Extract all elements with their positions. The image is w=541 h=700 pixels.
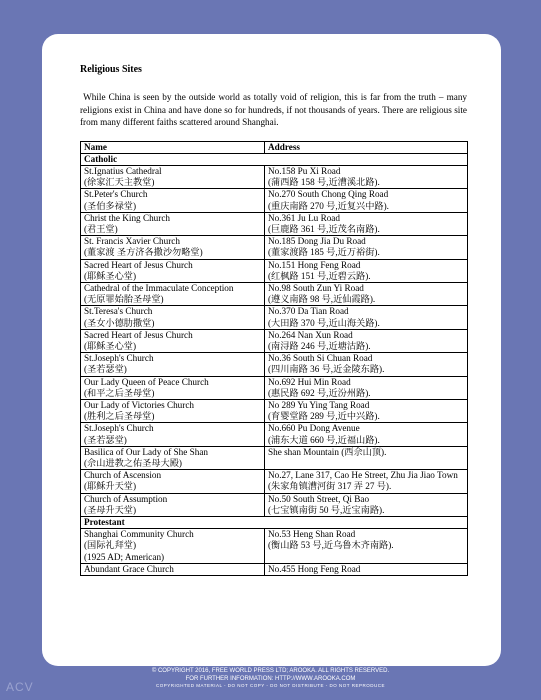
site-name-line: (圣母升天堂) <box>84 504 137 515</box>
site-address-cell <box>265 376 468 399</box>
site-name-line: St.Joseph's Church <box>84 353 154 364</box>
section-row <box>81 153 468 165</box>
table-body <box>81 153 468 575</box>
site-address-line: No.98 South Zun Yi Road <box>268 282 364 293</box>
site-address-line: (重庆南路 270 号,近复兴中路). <box>268 200 389 211</box>
site-name-line: St.Teresa's Church <box>84 306 153 317</box>
site-name-cell <box>81 212 265 235</box>
site-name-cell <box>81 282 265 305</box>
column-header-address: Address <box>265 141 468 153</box>
site-address-cell <box>265 259 468 282</box>
site-name-cell <box>81 529 265 564</box>
site-name-line: (圣若瑟堂) <box>84 434 127 445</box>
site-name-cell <box>81 399 265 422</box>
site-address-line: (董家渡路 185 号,近万裕街). <box>268 247 380 258</box>
site-address-cell <box>265 165 468 188</box>
column-header-name: Name <box>81 141 265 153</box>
site-name-line: St.Ignatius Cathedral <box>84 165 162 176</box>
site-name-cell <box>81 376 265 399</box>
site-address-line: No.185 Dong Jia Du Road <box>268 236 366 247</box>
site-address-cell <box>265 563 468 575</box>
site-address-line: (南浔路 246 号,近塘沽路). <box>268 340 371 351</box>
site-name-line: Church of Assumption <box>84 493 168 504</box>
site-address-cell <box>265 236 468 259</box>
site-name-line: Our Lady of Victories Church <box>84 399 195 410</box>
site-name-cell <box>81 306 265 329</box>
site-name-cell <box>81 446 265 469</box>
site-address-line: No.370 Da Tian Road <box>268 306 349 317</box>
site-name-cell <box>81 259 265 282</box>
site-address-line: (红枫路 151 号,近碧云路). <box>268 270 371 281</box>
section-row <box>81 517 468 529</box>
site-address-cell <box>265 529 468 564</box>
intro-paragraph <box>80 91 467 129</box>
watermark: ACV <box>6 680 34 694</box>
intro-text: While China is seen by the outside world as totally void of religion, this is far from the truth – many religions exist in China and have done so for hundreds, if not thousands of years. There are religious site from many different faiths scattered around Shanghai. <box>80 92 468 127</box>
document-page <box>42 34 501 666</box>
site-address-line: (浦东大道 660 号,近福山路). <box>268 434 380 445</box>
site-name-line: (圣伯多禄堂) <box>84 200 137 211</box>
site-name-line: Shanghai Community Church <box>84 529 194 540</box>
site-name-line: Church of Ascension <box>84 470 162 481</box>
site-address-cell <box>265 493 468 516</box>
table-row <box>81 282 468 305</box>
footer-notice: COPYRIGHTED MATERIAL - DO NOT COPY - DO NOT DISTRIBUTE - DO NOT REPRODUCE <box>156 683 385 688</box>
site-name-cell <box>81 165 265 188</box>
site-address-cell <box>265 212 468 235</box>
site-name-line: Basilica of Our Lady of She Shan <box>84 446 209 457</box>
site-address-line: No.50 South Street, Qi Bao <box>268 493 370 504</box>
section-title: Religious Sites <box>80 64 142 75</box>
table-row <box>81 259 468 282</box>
site-address-line: (巨鹿路 361 号,近茂名南路). <box>268 223 380 234</box>
site-name-line: (国际礼拜堂) <box>84 540 137 551</box>
site-address-line: (育婴堂路 289 号,近中兴路). <box>268 411 380 422</box>
site-name-cell <box>81 423 265 446</box>
site-name-line: (圣女小德肋撒堂) <box>84 317 155 328</box>
site-address-line: No.151 Hong Feng Road <box>268 259 361 270</box>
site-name-cell <box>81 353 265 376</box>
table-row <box>81 470 468 493</box>
site-address-line: No.53 Heng Shan Road <box>268 529 356 540</box>
table-row <box>81 529 468 564</box>
site-name-line: (胜利之后圣母堂) <box>84 411 155 422</box>
religious-sites-table <box>80 141 468 577</box>
site-address-cell <box>265 189 468 212</box>
site-name-line: (和平之后圣母堂) <box>84 387 155 398</box>
table-header-row <box>81 141 468 153</box>
site-name-cell <box>81 470 265 493</box>
footer <box>0 657 541 688</box>
site-address-line: She shan Mountain (西佘山顶). <box>268 446 387 457</box>
table-row <box>81 563 468 575</box>
site-name-cell <box>81 493 265 516</box>
site-name-line: (耶稣圣心堂) <box>84 270 137 281</box>
footer-title: YOUR BEST GUIDE TO SHANGHAI - 2017 EDITION <box>150 657 391 668</box>
site-address-cell <box>265 329 468 352</box>
site-name-cell <box>81 329 265 352</box>
site-name-line: St.Peter's Church <box>84 189 148 200</box>
section-label: Catholic <box>81 153 468 165</box>
site-address-line: (惠民路 692 号,近汾州路). <box>268 387 371 398</box>
site-address-line: (衡山路 53 号,近乌鲁木齐南路). <box>268 540 394 551</box>
site-address-line: No.270 South Chong Qing Road <box>268 189 389 200</box>
site-name-line: (君王堂) <box>84 223 118 234</box>
site-address-cell <box>265 306 468 329</box>
site-address-cell <box>265 353 468 376</box>
site-address-line: No.455 Hong Feng Road <box>268 563 361 574</box>
table-row <box>81 306 468 329</box>
table-row <box>81 212 468 235</box>
table-row <box>81 236 468 259</box>
site-address-line: No 289 Yu Ying Tang Road <box>268 399 370 410</box>
site-name-line: (1925 AD; American) <box>84 551 165 562</box>
table-row <box>81 423 468 446</box>
site-address-line: No.361 Ju Lu Road <box>268 212 340 223</box>
site-address-line: No.158 Pu Xi Road <box>268 165 341 176</box>
site-address-cell <box>265 282 468 305</box>
site-address-cell <box>265 446 468 469</box>
site-name-line: (董家渡 圣方济各撒沙勿略堂) <box>84 247 203 258</box>
table-row <box>81 493 468 516</box>
site-name-line: St. Francis Xavier Church <box>84 236 180 247</box>
site-address-line: (四川南路 36 号,近金陵东路). <box>268 364 385 375</box>
footer-copyright: © COPYRIGHT 2016, FREE WORLD PRESS LTD; AROOKA. ALL RIGHTS RESERVED. <box>151 668 390 674</box>
site-name-line: (耶稣升天堂) <box>84 481 137 492</box>
site-name-cell <box>81 189 265 212</box>
site-address-line: (朱家角镇漕河街 317 弄 27 号). <box>268 481 392 492</box>
site-name-line: Christ the King Church <box>84 212 170 223</box>
site-name-line: (徐家汇天主教堂) <box>84 177 155 188</box>
site-address-cell <box>265 399 468 422</box>
site-address-line: No.660 Pu Dong Avenue <box>268 423 360 434</box>
table-row <box>81 329 468 352</box>
site-name-line: Cathedral of the Immaculate Conception <box>84 282 234 293</box>
site-name-line: Sacred Heart of Jesus Church <box>84 329 193 340</box>
site-name-cell <box>81 563 265 575</box>
table-row <box>81 189 468 212</box>
footer-info: FOR FURTHER INFORMATION: HTTP://WWW.AROOKA.COM <box>185 675 356 682</box>
site-name-line: Sacred Heart of Jesus Church <box>84 259 193 270</box>
site-address-line: No.27, Lane 317, Cao He Street, Zhu Jia Jiao Town <box>268 470 458 481</box>
site-name-line: (佘山进教之佑圣母大殿) <box>84 457 182 468</box>
site-name-line: (圣若瑟堂) <box>84 364 127 375</box>
site-name-line: St.Joseph's Church <box>84 423 154 434</box>
table-row <box>81 399 468 422</box>
table-row <box>81 353 468 376</box>
document-content <box>80 64 467 576</box>
site-address-cell <box>265 423 468 446</box>
site-address-line: (遵义南路 98 号,近仙霞路). <box>268 294 376 305</box>
site-name-cell <box>81 236 265 259</box>
site-name-line: (耶稣圣心堂) <box>84 340 137 351</box>
site-address-line: No.36 South Si Chuan Road <box>268 353 373 364</box>
site-address-line: No.692 Hui Min Road <box>268 376 351 387</box>
table-row <box>81 446 468 469</box>
site-name-line: Abundant Grace Church <box>84 563 174 574</box>
site-address-line: (七宝镇南街 50 号,近宝南路). <box>268 504 385 515</box>
table-row <box>81 376 468 399</box>
site-address-line: (大田路 370 号,近山海关路). <box>268 317 380 328</box>
section-label: Protestant <box>81 517 468 529</box>
site-name-line: Our Lady Queen of Peace Church <box>84 376 209 387</box>
site-address-line: No.264 Nan Xun Road <box>268 329 353 340</box>
site-address-line: (蒲西路 158 号,近漕溪北路). <box>268 177 380 188</box>
table-row <box>81 165 468 188</box>
site-name-line: (无原罪始胎圣母堂) <box>84 294 164 305</box>
site-address-cell <box>265 470 468 493</box>
